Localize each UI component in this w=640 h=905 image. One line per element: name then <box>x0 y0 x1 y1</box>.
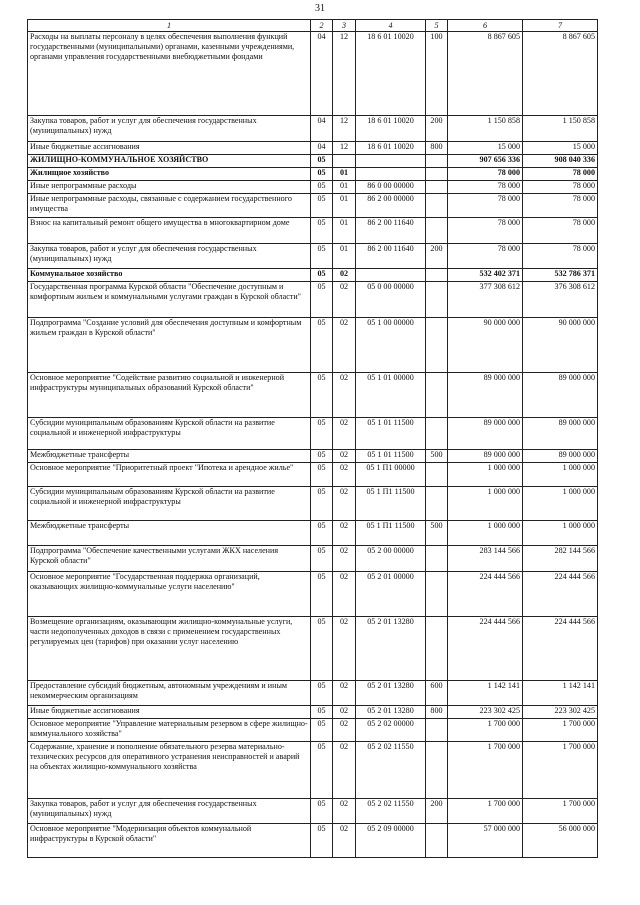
table-row <box>28 116 598 142</box>
header-cell: 2 <box>311 20 333 32</box>
table-row <box>28 742 598 799</box>
table-row <box>28 142 598 155</box>
row-section: 05 <box>311 181 333 194</box>
row-name: Основное мероприятие "Модернизация объектов коммунальной инфраструктуры в Курской области" <box>28 824 311 858</box>
row-name: Иные непрограммные расходы <box>28 181 311 194</box>
row-sum-year2: 78 000 <box>523 244 598 269</box>
table-row <box>28 155 598 168</box>
row-sum-year1: 78 000 <box>448 218 523 244</box>
row-subsection: 02 <box>333 617 356 681</box>
header-cell: 3 <box>333 20 356 32</box>
row-sum-year2: 89 000 000 <box>523 418 598 450</box>
row-name: Субсидии муниципальным образованиям Курской области на развитие социальной и инженерной инфраструктуры <box>28 487 311 521</box>
row-expense-type <box>426 155 448 168</box>
row-sum-year2: 1 000 000 <box>523 487 598 521</box>
table-row <box>28 32 598 116</box>
table-row <box>28 168 598 181</box>
row-sum-year2: 1 700 000 <box>523 719 598 742</box>
table-row <box>28 218 598 244</box>
row-subsection: 02 <box>333 282 356 318</box>
row-section: 05 <box>311 706 333 719</box>
row-section: 05 <box>311 742 333 799</box>
table-row <box>28 269 598 282</box>
table-row <box>28 181 598 194</box>
header-cell: 6 <box>448 20 523 32</box>
row-expense-type: 800 <box>426 706 448 719</box>
table-row <box>28 318 598 373</box>
row-expense-type <box>426 487 448 521</box>
row-expense-type <box>426 373 448 418</box>
row-sum-year1: 1 700 000 <box>448 799 523 824</box>
row-expense-type <box>426 418 448 450</box>
row-sum-year1: 57 000 000 <box>448 824 523 858</box>
row-sum-year1: 1 700 000 <box>448 719 523 742</box>
row-section: 05 <box>311 681 333 706</box>
row-sum-year2: 376 308 612 <box>523 282 598 318</box>
row-subsection: 02 <box>333 824 356 858</box>
row-name: Расходы на выплаты персоналу в целях обеспечения выполнения функций государственными (муниципальными) органами, казенными учреждениями, органами управления государственными внебюджетными фондами <box>28 32 311 116</box>
row-sum-year1: 1 000 000 <box>448 463 523 487</box>
row-target-article: 18 6 01 10020 <box>356 116 426 142</box>
row-target-article: 05 2 01 13280 <box>356 706 426 719</box>
row-subsection: 02 <box>333 742 356 799</box>
row-name: Межбюджетные трансферты <box>28 450 311 463</box>
row-expense-type <box>426 194 448 218</box>
row-section: 05 <box>311 155 333 168</box>
row-target-article: 86 0 00 00000 <box>356 181 426 194</box>
row-expense-type <box>426 168 448 181</box>
row-section: 05 <box>311 318 333 373</box>
table-row <box>28 572 598 617</box>
row-subsection: 12 <box>333 142 356 155</box>
row-subsection: 01 <box>333 194 356 218</box>
row-name: Содержание, хранение и пополнение обязательного резерва материально-технических ресурсов для оперативного устранения неисправностей и аварий на объектах жилищно-коммунального хозяйства <box>28 742 311 799</box>
table-row <box>28 617 598 681</box>
row-section: 05 <box>311 824 333 858</box>
row-sum-year1: 15 000 <box>448 142 523 155</box>
table-row <box>28 521 598 546</box>
row-sum-year1: 1 000 000 <box>448 487 523 521</box>
row-target-article <box>356 155 426 168</box>
row-sum-year1: 90 000 000 <box>448 318 523 373</box>
row-expense-type <box>426 572 448 617</box>
row-expense-type: 100 <box>426 32 448 116</box>
row-section: 05 <box>311 282 333 318</box>
row-sum-year2: 89 000 000 <box>523 373 598 418</box>
header-cell: 7 <box>523 20 598 32</box>
row-sum-year1: 1 000 000 <box>448 521 523 546</box>
row-name: Подпрограмма "Создание условий для обеспечения доступным и комфортным жильем граждан в Курской области" <box>28 318 311 373</box>
row-subsection: 02 <box>333 799 356 824</box>
table-row <box>28 719 598 742</box>
row-expense-type: 500 <box>426 521 448 546</box>
row-sum-year1: 377 308 612 <box>448 282 523 318</box>
row-subsection: 01 <box>333 168 356 181</box>
row-section: 05 <box>311 799 333 824</box>
row-target-article: 18 6 01 10020 <box>356 142 426 155</box>
row-sum-year1: 1 700 000 <box>448 742 523 799</box>
row-section: 05 <box>311 373 333 418</box>
row-name: Иные непрограммные расходы, связанные с содержанием государственного имущества <box>28 194 311 218</box>
row-sum-year2: 908 040 336 <box>523 155 598 168</box>
row-subsection: 12 <box>333 32 356 116</box>
row-subsection: 02 <box>333 681 356 706</box>
row-target-article <box>356 168 426 181</box>
row-expense-type: 500 <box>426 450 448 463</box>
row-sum-year2: 1 000 000 <box>523 521 598 546</box>
row-target-article <box>356 269 426 282</box>
row-target-article: 05 1 01 11500 <box>356 450 426 463</box>
row-subsection: 02 <box>333 463 356 487</box>
row-target-article: 05 1 01 11500 <box>356 418 426 450</box>
row-name: Государственная программа Курской области "Обеспечение доступным и комфортным жильем и коммунальными услугами граждан в Курской области" <box>28 282 311 318</box>
row-name: Возмещение организациям, оказывающим жилищно-коммунальные услуги, части недополученных доходов в связи с применением государственных регулируемых цен (тарифов) при оказании услуг населению <box>28 617 311 681</box>
row-sum-year2: 78 000 <box>523 194 598 218</box>
row-name: Предоставление субсидий бюджетным, автономным учреждениям и иным некоммерческим организациям <box>28 681 311 706</box>
row-target-article: 05 2 00 00000 <box>356 546 426 572</box>
row-expense-type <box>426 269 448 282</box>
row-sum-year1: 78 000 <box>448 244 523 269</box>
row-subsection: 02 <box>333 719 356 742</box>
row-target-article: 86 2 00 11640 <box>356 244 426 269</box>
row-target-article: 05 2 02 00000 <box>356 719 426 742</box>
row-sum-year2: 15 000 <box>523 142 598 155</box>
row-target-article: 86 2 00 00000 <box>356 194 426 218</box>
row-sum-year1: 907 656 336 <box>448 155 523 168</box>
row-sum-year1: 78 000 <box>448 168 523 181</box>
row-target-article: 05 2 01 13280 <box>356 681 426 706</box>
row-name: ЖИЛИЩНО-КОММУНАЛЬНОЕ ХОЗЯЙСТВО <box>28 155 311 168</box>
table-row <box>28 244 598 269</box>
row-name: Субсидии муниципальным образованиям Курской области на развитие социальной и инженерной инфраструктуры <box>28 418 311 450</box>
row-subsection: 02 <box>333 373 356 418</box>
row-name: Подпрограмма "Обеспечение качественными услугами ЖКХ населения Курской области" <box>28 546 311 572</box>
row-expense-type <box>426 318 448 373</box>
table-row <box>28 282 598 318</box>
row-section: 04 <box>311 116 333 142</box>
row-subsection: 02 <box>333 572 356 617</box>
table-row <box>28 487 598 521</box>
row-name: Закупка товаров, работ и услуг для обеспечения государственных (муниципальных) нужд <box>28 799 311 824</box>
row-sum-year1: 8 867 605 <box>448 32 523 116</box>
table-row <box>28 418 598 450</box>
row-sum-year2: 90 000 000 <box>523 318 598 373</box>
row-target-article: 05 1 П1 11500 <box>356 521 426 546</box>
row-subsection: 02 <box>333 418 356 450</box>
budget-table <box>27 19 598 858</box>
row-sum-year2: 1 150 858 <box>523 116 598 142</box>
row-expense-type <box>426 546 448 572</box>
row-sum-year2: 78 000 <box>523 218 598 244</box>
row-target-article: 05 2 02 11550 <box>356 799 426 824</box>
row-subsection: 02 <box>333 706 356 719</box>
row-target-article: 05 2 02 11550 <box>356 742 426 799</box>
row-subsection: 02 <box>333 269 356 282</box>
table-header-row <box>28 20 598 32</box>
row-subsection: 02 <box>333 318 356 373</box>
row-expense-type: 200 <box>426 116 448 142</box>
row-subsection <box>333 155 356 168</box>
row-name: Основное мероприятие "Приоритетный проект "Ипотека и арендное жилье" <box>28 463 311 487</box>
row-expense-type <box>426 218 448 244</box>
row-sum-year2: 1 142 141 <box>523 681 598 706</box>
row-subsection: 12 <box>333 116 356 142</box>
row-sum-year2: 89 000 000 <box>523 450 598 463</box>
row-sum-year2: 56 000 000 <box>523 824 598 858</box>
row-section: 05 <box>311 194 333 218</box>
row-subsection: 02 <box>333 546 356 572</box>
row-target-article: 86 2 00 11640 <box>356 218 426 244</box>
row-section: 05 <box>311 418 333 450</box>
header-cell: 4 <box>356 20 426 32</box>
row-name: Закупка товаров, работ и услуг для обеспечения государственных (муниципальных) нужд <box>28 116 311 142</box>
table-row <box>28 546 598 572</box>
row-sum-year2: 282 144 566 <box>523 546 598 572</box>
row-sum-year1: 1 142 141 <box>448 681 523 706</box>
table-row <box>28 681 598 706</box>
row-sum-year1: 532 402 371 <box>448 269 523 282</box>
row-sum-year1: 89 000 000 <box>448 450 523 463</box>
row-subsection: 01 <box>333 218 356 244</box>
row-subsection: 02 <box>333 521 356 546</box>
row-sum-year2: 78 000 <box>523 181 598 194</box>
row-target-article: 05 1 П1 00000 <box>356 463 426 487</box>
row-target-article: 05 1 П1 11500 <box>356 487 426 521</box>
row-name: Основное мероприятие "Управление материальным резервом в сфере жилищно-коммунального хозяйства" <box>28 719 311 742</box>
row-section: 05 <box>311 463 333 487</box>
row-name: Основное мероприятие "Государственная поддержка организаций, оказывающих жилищно-коммунальные услуги населению" <box>28 572 311 617</box>
table-row <box>28 194 598 218</box>
row-section: 05 <box>311 244 333 269</box>
row-expense-type: 800 <box>426 142 448 155</box>
table-row <box>28 463 598 487</box>
row-target-article: 05 1 00 00000 <box>356 318 426 373</box>
row-sum-year2: 8 867 605 <box>523 32 598 116</box>
row-target-article: 05 0 00 00000 <box>356 282 426 318</box>
row-sum-year1: 89 000 000 <box>448 373 523 418</box>
row-section: 05 <box>311 269 333 282</box>
row-name: Межбюджетные трансферты <box>28 521 311 546</box>
row-section: 05 <box>311 719 333 742</box>
row-sum-year1: 224 444 566 <box>448 572 523 617</box>
table-row <box>28 706 598 719</box>
row-target-article: 18 6 01 10020 <box>356 32 426 116</box>
row-expense-type <box>426 617 448 681</box>
row-section: 04 <box>311 142 333 155</box>
row-section: 05 <box>311 572 333 617</box>
row-sum-year1: 89 000 000 <box>448 418 523 450</box>
row-name: Взнос на капитальный ремонт общего имущества в многоквартирном доме <box>28 218 311 244</box>
row-sum-year2: 1 000 000 <box>523 463 598 487</box>
row-name: Основное мероприятие "Содействие развитию социальной и инженерной инфраструктуры муниципальных образований Курской области" <box>28 373 311 418</box>
row-subsection: 01 <box>333 181 356 194</box>
row-sum-year1: 223 302 425 <box>448 706 523 719</box>
row-expense-type: 600 <box>426 681 448 706</box>
row-sum-year1: 283 144 566 <box>448 546 523 572</box>
row-sum-year1: 1 150 858 <box>448 116 523 142</box>
row-sum-year2: 532 786 371 <box>523 269 598 282</box>
row-subsection: 02 <box>333 450 356 463</box>
table-row <box>28 450 598 463</box>
row-section: 05 <box>311 617 333 681</box>
row-section: 05 <box>311 218 333 244</box>
page-number: 31 <box>315 3 325 14</box>
row-sum-year2: 78 000 <box>523 168 598 181</box>
row-subsection: 02 <box>333 487 356 521</box>
row-expense-type: 200 <box>426 799 448 824</box>
row-name: Иные бюджетные ассигнования <box>28 706 311 719</box>
row-expense-type <box>426 719 448 742</box>
row-expense-type: 200 <box>426 244 448 269</box>
table-row <box>28 824 598 858</box>
row-name: Закупка товаров, работ и услуг для обеспечения государственных (муниципальных) нужд <box>28 244 311 269</box>
header-cell: 5 <box>426 20 448 32</box>
row-sum-year2: 224 444 566 <box>523 617 598 681</box>
row-target-article: 05 2 09 00000 <box>356 824 426 858</box>
row-sum-year1: 78 000 <box>448 194 523 218</box>
row-expense-type <box>426 742 448 799</box>
row-sum-year1: 224 444 566 <box>448 617 523 681</box>
row-name: Коммунальное хозяйство <box>28 269 311 282</box>
row-subsection: 01 <box>333 244 356 269</box>
row-target-article: 05 2 01 13280 <box>356 617 426 681</box>
row-expense-type <box>426 824 448 858</box>
row-section: 05 <box>311 450 333 463</box>
row-name: Иные бюджетные ассигнования <box>28 142 311 155</box>
row-sum-year2: 224 444 566 <box>523 572 598 617</box>
row-expense-type <box>426 282 448 318</box>
row-section: 04 <box>311 32 333 116</box>
row-section: 05 <box>311 487 333 521</box>
row-target-article: 05 1 01 00000 <box>356 373 426 418</box>
row-sum-year1: 78 000 <box>448 181 523 194</box>
row-sum-year2: 223 302 425 <box>523 706 598 719</box>
row-expense-type <box>426 181 448 194</box>
row-sum-year2: 1 700 000 <box>523 742 598 799</box>
row-sum-year2: 1 700 000 <box>523 799 598 824</box>
header-cell: 1 <box>28 20 311 32</box>
table-row <box>28 799 598 824</box>
row-section: 05 <box>311 546 333 572</box>
row-expense-type <box>426 463 448 487</box>
row-section: 05 <box>311 168 333 181</box>
row-name: Жилищное хозяйство <box>28 168 311 181</box>
table-row <box>28 373 598 418</box>
row-target-article: 05 2 01 00000 <box>356 572 426 617</box>
row-section: 05 <box>311 521 333 546</box>
